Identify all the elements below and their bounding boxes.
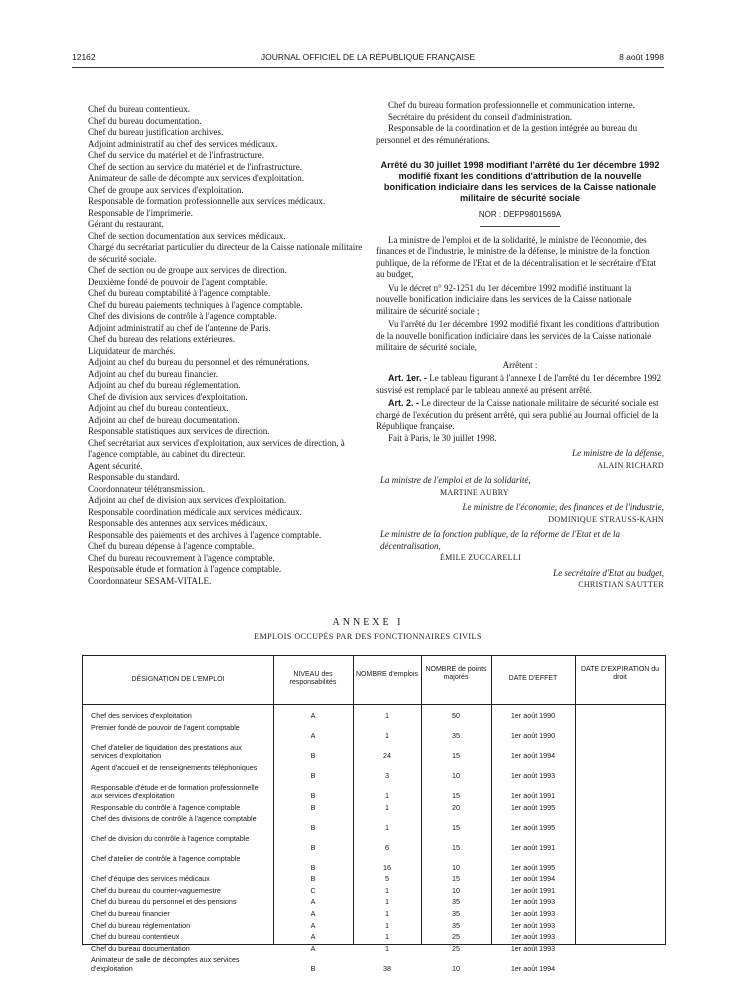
cell-designation: Premier fondé de pouvoir de l'agent comptable <box>91 722 240 732</box>
col-header-designation: DÉSIGNATION DE L'EMPLOI <box>131 676 225 683</box>
annexe-table <box>82 655 666 973</box>
signatory-name: ALAIN RICHARD <box>597 460 664 470</box>
col-header-date-effet: DATE D'EFFET <box>508 675 558 682</box>
job-title-item: Coordonnateur télétransmission. <box>88 483 205 494</box>
job-title-item: Secrétaire du président du conseil d'administration. <box>388 111 573 122</box>
cell-nombre: 1 <box>385 802 389 812</box>
cell-date-effet: 1er août 1995 <box>510 802 556 812</box>
cell-date-effet: 1er août 1994 <box>510 963 556 973</box>
job-title-item: Chef de section ou de groupe aux services de direction. <box>88 265 287 275</box>
cell-points: 15 <box>452 790 460 800</box>
signature-block <box>376 502 664 525</box>
job-title-item: Chef de groupe aux services d'exploitation. <box>88 184 244 195</box>
signatory-role: Le ministre de la fonction publique, de la réforme de l'Etat et de la décentralisation, <box>380 529 621 551</box>
cell-niveau: A <box>310 932 316 942</box>
signatory-role: Le secrétaire d'Etat au budget, <box>553 567 664 578</box>
cell-nombre: 38 <box>383 963 391 973</box>
cell-nombre: 1 <box>385 920 389 930</box>
cell-points: 10 <box>452 862 460 872</box>
signature-block <box>376 568 664 591</box>
cell-nombre: 1 <box>385 790 389 800</box>
cell-niveau: B <box>310 750 316 760</box>
job-title-item: Responsable de formation professionnelle aux services médicaux. <box>88 196 326 206</box>
cell-date-effet: 1er août 1994 <box>510 750 556 760</box>
cell-points: 50 <box>452 711 460 720</box>
job-title-item: Chef du bureau justification archives. <box>88 127 224 137</box>
cell-nombre: 24 <box>383 750 391 760</box>
job-title-item: Adjoint administratif au chef de l'antenne de Paris. <box>88 322 271 333</box>
cell-designation: Chef des services d'exploitation <box>91 711 192 720</box>
cell-date-effet: 1er août 1993 <box>510 932 556 942</box>
cell-designation: Chef du bureau financier <box>91 909 170 918</box>
cell-designation: Chef du bureau documentation <box>91 943 190 953</box>
signatory-name: ÉMILE ZUCCARELLI <box>440 553 522 562</box>
col-header-niveau: NIVEAU des responsabilités <box>289 671 337 686</box>
signature-block <box>376 448 664 471</box>
cell-nombre: 1 <box>385 897 389 907</box>
job-title-item: Adjoint administratif au chef des services médicaux. <box>88 138 278 149</box>
cell-niveau: B <box>310 874 316 884</box>
cell-nombre: 1 <box>385 909 389 918</box>
arretent-heading: Arrêtent : <box>502 359 538 370</box>
cell-niveau: B <box>310 822 316 832</box>
cell-points: 35 <box>452 730 460 740</box>
cell-date-effet: 1er août 1993 <box>510 920 556 930</box>
job-title-item: Chef de section documentation aux services médicaux. <box>88 230 286 241</box>
cell-nombre: 1 <box>385 943 389 953</box>
cell-designation: Agent d'accueil et de renseignements téléphoniques <box>91 762 258 772</box>
job-title-item: Chef du bureau comptabilité à l'agence comptable. <box>88 288 271 298</box>
job-title-item: Chef du bureau paiements techniques à l'agence comptable. <box>88 299 303 310</box>
job-title-item: Chef du bureau documentation. <box>88 115 202 126</box>
signatory-role: La ministre de l'emploi et de la solidarité, <box>380 475 531 485</box>
preamble <box>376 235 664 354</box>
cell-date-effet: 1er août 1991 <box>510 842 556 852</box>
job-title-item: Responsable de l'imprimerie. <box>88 207 193 218</box>
cell-designation: Responsable du contrôle à l'agence comptable <box>91 802 241 812</box>
article-2-label: Art. 2. - <box>388 398 420 408</box>
page-header <box>72 52 664 66</box>
job-title-item: Responsable des antennes aux services médicaux. <box>88 518 268 528</box>
article-1 <box>376 373 664 396</box>
cell-points: 10 <box>452 963 460 973</box>
fait-a-paris: Fait à Paris, le 30 juillet 1998. <box>388 432 497 443</box>
cell-designation: Chef d'atelier de liquidation des prestations aux services d'exploitation <box>91 742 242 760</box>
job-title-item: Chef de section au service du matériel et de l'infrastructure. <box>88 161 303 172</box>
job-title-item: Chef du bureau formation professionnelle et communication interne. <box>388 100 635 110</box>
job-title-item: Chef du bureau contentieux. <box>88 104 190 114</box>
job-title-item: Adjoint au chef du bureau financier. <box>88 368 218 379</box>
nor-reference: NOR : DEFP9801569A <box>478 210 562 219</box>
signatory-role: Le ministre de la défense, <box>572 448 664 458</box>
signatory-name: CHRISTIAN SAUTTER <box>578 580 664 589</box>
article-1-text: Le tableau figurant à l'annexe I de l'arrêté du 1er décembre 1992 susvisé est remplacé par le tableau annexé au présent arrêté. <box>376 373 662 395</box>
job-title-item: Chef du bureau recouvrement à l'agence comptable. <box>88 552 275 563</box>
cell-designation: Chef du bureau du courrier-vaguemestre <box>91 885 221 895</box>
header-rule <box>72 67 664 68</box>
cell-niveau: A <box>310 920 316 930</box>
cell-date-effet: 1er août 1995 <box>510 862 556 872</box>
cell-nombre: 1 <box>385 730 389 740</box>
cell-nombre: 1 <box>385 885 389 895</box>
cell-date-effet: 1er août 1993 <box>510 943 556 953</box>
job-title-item: Liquidateur de marchés. <box>88 345 176 356</box>
cell-date-effet: 1er août 1993 <box>510 897 556 907</box>
cell-points: 35 <box>452 897 460 907</box>
cell-date-effet: 1er août 1995 <box>510 822 556 832</box>
cell-nombre: 1 <box>385 822 389 832</box>
cell-nombre: 1 <box>385 711 389 720</box>
job-title-item: Chef du service du matériel et de l'infrastructure. <box>88 150 265 160</box>
signatory-name: DOMINIQUE STRAUSS-KAHN <box>548 514 664 524</box>
col-header-date-expiration: DATE D'EXPIRATION du droit <box>580 666 660 681</box>
cell-designation: Chef du bureau du personnel et des pensions <box>91 897 237 907</box>
page-number: 12162 <box>72 52 96 62</box>
cell-designation: Chef d'atelier de contrôle à l'agence comptable <box>91 854 241 864</box>
job-title-item: Responsable de la coordination et de la gestion intégrée au bureau du personnel et des rémunérations. <box>376 123 638 145</box>
cell-niveau: B <box>310 790 316 800</box>
job-title-item: Adjoint au chef de bureau documentation. <box>88 414 240 425</box>
cell-niveau: B <box>310 963 316 973</box>
col-header-nombre: NOMBRE d'emplois <box>355 671 419 678</box>
cell-niveau: C <box>310 885 316 895</box>
cell-date-effet: 1er août 1991 <box>510 885 556 895</box>
cell-niveau: B <box>310 802 316 812</box>
cell-nombre: 1 <box>385 932 389 942</box>
cell-niveau: A <box>310 711 316 720</box>
cell-date-effet: 1er août 1990 <box>510 711 556 720</box>
cell-designation: Chef de division du contrôle à l'agence comptable <box>91 834 250 844</box>
annexe-subtitle: EMPLOIS OCCUPÉS PAR DES FONCTIONNAIRES CIVILS <box>254 632 482 641</box>
col-header-points: NOMBRE de points majorés <box>425 666 487 681</box>
job-title-item: Responsable statistiques aux services de direction. <box>88 426 270 436</box>
cell-designation: Chef des divisions de contrôle à l'agence comptable <box>91 814 257 824</box>
job-title-item: Animateur de salle de décompte aux services d'exploitation. <box>88 173 305 183</box>
journal-title: JOURNAL OFFICIEL DE LA RÉPUBLIQUE FRANÇAISE <box>260 52 476 62</box>
cell-points: 15 <box>452 822 460 832</box>
cell-nombre: 5 <box>385 874 389 884</box>
cell-niveau: B <box>310 862 316 872</box>
signatures <box>376 448 664 591</box>
job-title-item: Gérant du restaurant. <box>88 219 164 229</box>
header-divider <box>83 704 665 705</box>
arrete-title: Arrêté du 30 juillet 1998 modifiant l'arrêté du 1er décembre 1992 modifié fixant les conditions d'attribution de la nouvelle bonification indiciaire dans les services de la Caisse nationale militaire de sécurité sociale <box>380 160 660 203</box>
preamble-intro: La ministre de l'emploi et de la solidarité, le ministre de l'économie, des finances et de l'industrie, le ministre de la défense, le ministre de la fonction publique, de la réforme de l'Etat et de la décentralisation et le secrétaire d'Etat au budget, <box>376 234 657 279</box>
job-title-item: Chargé du secrétariat particulier du directeur de la Caisse nationale militaire de sécurité sociale. <box>88 242 363 264</box>
cell-niveau: B <box>310 842 316 852</box>
issue-date: 8 août 1998 <box>619 52 664 62</box>
signature-block <box>376 475 664 498</box>
cell-points: 10 <box>452 885 460 895</box>
cell-points: 25 <box>452 943 460 953</box>
job-title-item: Adjoint au chef du bureau du personnel et des rémunérations. <box>88 357 310 367</box>
left-column-list <box>88 104 366 587</box>
cell-points: 15 <box>452 874 460 884</box>
cell-points: 20 <box>452 802 460 812</box>
job-title-item: Responsable du standard. <box>88 472 180 482</box>
job-title-item: Adjoint au chef du bureau réglementation. <box>88 380 241 390</box>
job-title-item: Responsable des paiements et des archives à l'agence comptable. <box>88 529 322 540</box>
job-title-item: Agent sécurité. <box>88 460 143 471</box>
cell-points: 10 <box>452 770 460 780</box>
cell-date-effet: 1er août 1993 <box>510 909 556 918</box>
cell-niveau: A <box>310 897 316 907</box>
job-title-item: Adjoint au chef de division aux services d'exploitation. <box>88 495 287 505</box>
right-column <box>376 100 664 591</box>
preamble-vu-decret: Vu le décret n° 92-1251 du 1er décembre 1992 modifié instituant la nouvelle bonification indiciaire dans les services de la Caisse nationale militaire de sécurité sociale ; <box>376 282 632 316</box>
job-title-item: Responsable coordination médicale aux services médicaux. <box>88 506 302 517</box>
article-2-text: Le directeur de la Caisse nationale militaire de sécurité sociale est chargé de l'exécution du présent arrêté, qui sera publié au Journal officiel de la République française. <box>376 398 659 431</box>
right-top-list <box>376 100 664 146</box>
cell-niveau: A <box>310 943 316 953</box>
cell-date-effet: 1er août 1990 <box>510 730 556 740</box>
job-title-item: Chef du bureau dépense à l'agence comptable. <box>88 541 255 551</box>
cell-designation: Chef du bureau contentieux <box>91 932 180 942</box>
cell-date-effet: 1er août 1991 <box>510 790 556 800</box>
job-title-item: Chef des divisions de contrôle à l'agence comptable. <box>88 311 277 321</box>
articles <box>376 373 664 433</box>
cell-designation: Chef du bureau réglementation <box>91 920 191 930</box>
cell-designation: Responsable d'étude et de formation professionnelle aux services d'exploitation <box>91 782 259 800</box>
signatory-name: MARTINE AUBRY <box>440 487 509 497</box>
cell-niveau: A <box>310 909 316 918</box>
cell-date-effet: 1er août 1993 <box>510 770 556 780</box>
job-title-item: Deuxième fondé de pouvoir de l'agent comptable. <box>88 276 268 287</box>
cell-designation: Animateur de salle de décomptes aux services d'exploitation <box>91 955 240 973</box>
job-title-item: Responsable étude et formation à l'agence comptable. <box>88 564 282 574</box>
article-1-label: Art. 1er. - <box>388 373 428 383</box>
cell-nombre: 3 <box>385 770 389 780</box>
job-title-item: Chef de division aux services d'exploitation. <box>88 391 248 402</box>
cell-niveau: B <box>310 770 316 780</box>
cell-designation: Chef d'équipe des services médicaux <box>91 874 210 884</box>
job-title-item: Adjoint au chef du bureau contentieux. <box>88 403 229 413</box>
nor-rule <box>480 226 560 227</box>
signature-block <box>376 529 664 564</box>
cell-nombre: 6 <box>385 842 389 852</box>
cell-niveau: A <box>310 730 316 740</box>
annexe-title: ANNEXE I <box>332 617 404 628</box>
cell-date-effet: 1er août 1994 <box>510 874 556 884</box>
job-title-item: Coordonnateur SESAM-VITALE. <box>88 575 212 586</box>
cell-points: 35 <box>452 909 460 918</box>
preamble-vu-arrete: Vu l'arrêté du 1er décembre 1992 modifié fixant les conditions d'attribution de la nouvelle bonification indiciaire dans les services de la Caisse nationale militaire de sécurité sociale, <box>376 319 660 352</box>
signatory-role: Le ministre de l'économie, des finances et de l'industrie, <box>462 502 664 512</box>
job-title-item: Chef du bureau des relations extérieures. <box>88 334 235 344</box>
cell-points: 15 <box>452 750 460 760</box>
job-title-item: Chef secrétariat aux services d'exploitation, aux services de direction, à l'agence comptable, au cabinet du directeur. <box>88 437 345 459</box>
cell-nombre: 16 <box>383 862 391 872</box>
column-divider <box>575 656 576 944</box>
cell-points: 15 <box>452 842 460 852</box>
cell-points: 35 <box>452 920 460 930</box>
cell-points: 25 <box>452 932 460 942</box>
article-2 <box>376 398 664 433</box>
